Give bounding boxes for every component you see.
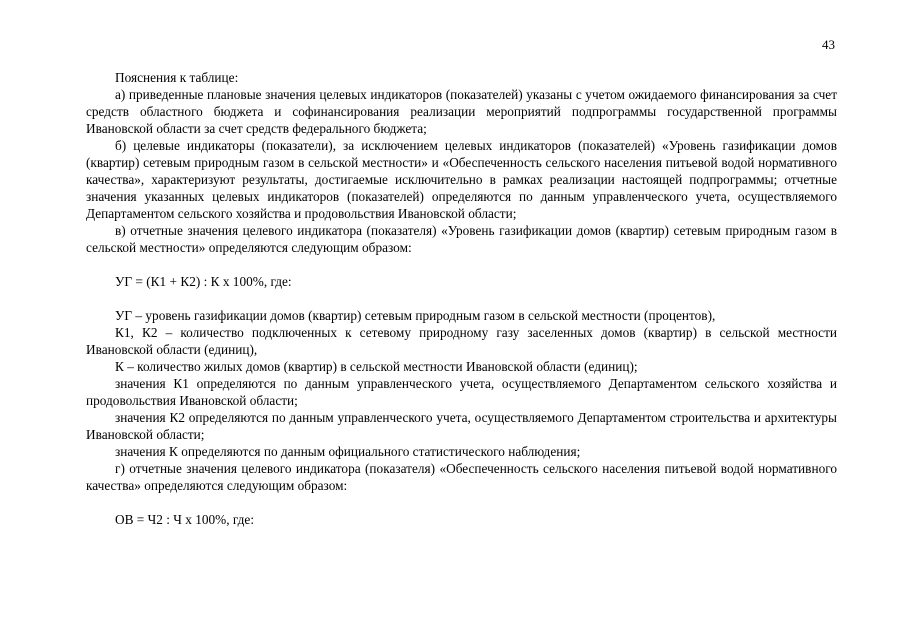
- definition-k: К – количество жилых домов (квартир) в сельской местности Ивановской области (единиц);: [115, 359, 638, 374]
- table-notes-heading: Пояснения к таблице:: [115, 70, 239, 85]
- note-b-paragraph: б) целевые индикаторы (показатели), за исключением целевых индикаторов (показателей) «Уровень газификации домов (квартир) сетевым природным газом в сельской местности» и «Обеспеченность сельского населения питьевой водой нормативного качества», характеризуют результаты, достигаемые исключительно в рамках реализации настоящей подпрограммы; отчетные значения указанных целевых индикаторов (показателей) определяются по данным управленческого учета, осуществляемого Департаментом сельского хозяйства и продовольствия Ивановской области;: [86, 138, 837, 221]
- spacer: [86, 494, 837, 511]
- source-k-paragraph: значения К определяются по данным официального статистического наблюдения;: [115, 444, 581, 459]
- definition-k1-k2: К1, К2 – количество подключенных к сетевому природному газу заселенных домов (квартир) в сельской местности Ивановской области (единиц),: [86, 325, 837, 357]
- definition-ug: УГ – уровень газификации домов (квартир) сетевым природным газом в сельской местности (процентов),: [115, 308, 716, 323]
- note-a-paragraph: а) приведенные плановые значения целевых индикаторов (показателей) указаны с учетом ожидаемого финансирования за счет средств областного бюджета и софинансирования реализации мероприятий подпрограммы государственной программы Ивановской области за счет средств федерального бюджета;: [86, 87, 837, 136]
- document-body: [86, 69, 837, 528]
- page-number: 43: [822, 37, 835, 52]
- spacer: [86, 256, 837, 273]
- note-g-paragraph: г) отчетные значения целевого индикатора (показателя) «Обеспеченность сельского населения питьевой водой нормативного качества» определяются следующим образом:: [86, 461, 837, 493]
- water-supply-formula: ОВ = Ч2 : Ч х 100%, где:: [115, 512, 255, 527]
- gasification-formula: УГ = (К1 + К2) : К х 100%, где:: [115, 274, 292, 289]
- spacer: [86, 290, 837, 307]
- source-k1-paragraph: значения К1 определяются по данным управленческого учета, осуществляемого Департаментом сельского хозяйства и продовольствия Ивановской области;: [86, 376, 837, 408]
- note-v-paragraph: в) отчетные значения целевого индикатора (показателя) «Уровень газификации домов (квартир) сетевым природным газом в сельской местности» определяются следующим образом:: [86, 223, 837, 255]
- source-k2-paragraph: значения К2 определяются по данным управленческого учета, осуществляемого Департаментом строительства и архитектуры Ивановской области;: [86, 410, 837, 442]
